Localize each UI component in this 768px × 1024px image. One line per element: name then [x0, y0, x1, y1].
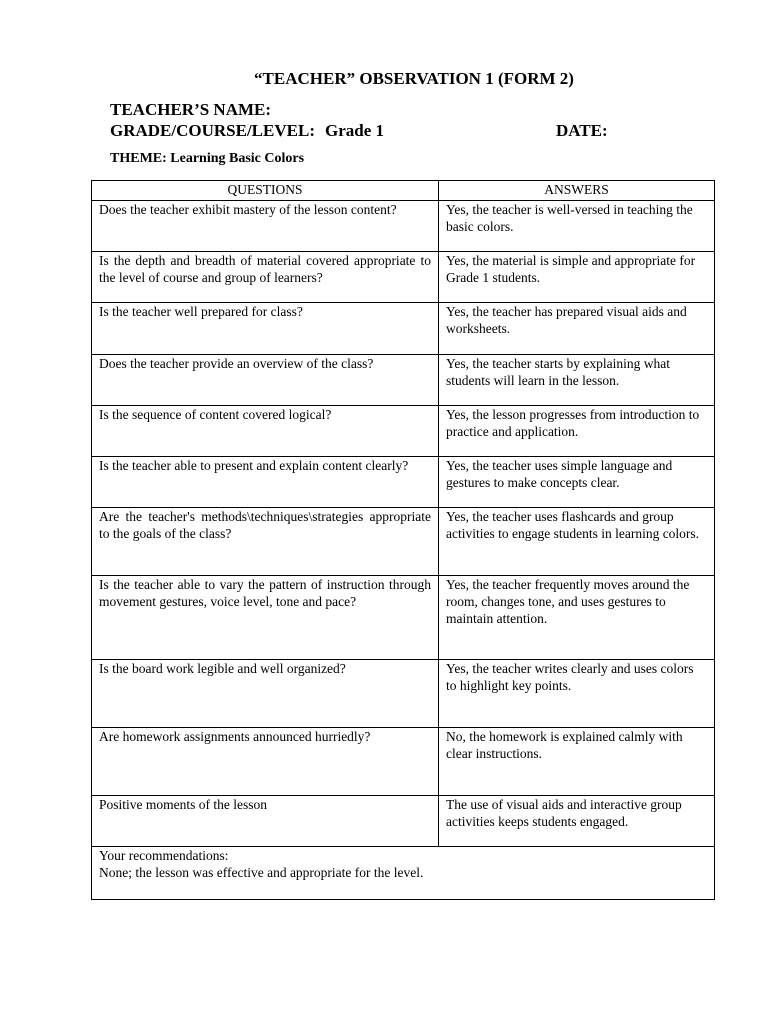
question-cell: Is the board work legible and well organized? [92, 660, 439, 728]
table-row [92, 457, 715, 508]
recommendations-text: None; the lesson was effective and appropriate for the level. [99, 865, 424, 880]
answer-cell: Yes, the teacher is well-versed in teaching the basic colors. [439, 201, 715, 252]
table-row [92, 201, 715, 252]
question-cell: Is the teacher able to present and explain content clearly? [92, 457, 439, 508]
question-cell: Are homework assignments announced hurriedly? [92, 728, 439, 796]
question-cell: Does the teacher exhibit mastery of the lesson content? [92, 201, 439, 252]
answer-cell: Yes, the teacher writes clearly and uses colors to highlight key points. [439, 660, 715, 728]
answer-cell: Yes, the material is simple and appropriate for Grade 1 students. [439, 252, 715, 303]
recommendations-row [92, 847, 715, 900]
theme-label: THEME: [110, 151, 167, 166]
answer-cell: Yes, the lesson progresses from introduction to practice and application. [439, 406, 715, 457]
table-row [92, 508, 715, 576]
grade-label: GRADE/COURSE/LEVEL: [110, 121, 315, 140]
answer-cell: No, the homework is explained calmly with clear instructions. [439, 728, 715, 796]
questions-header: QUESTIONS [92, 181, 439, 201]
table-row [92, 303, 715, 355]
answer-cell: Yes, the teacher has prepared visual aids and worksheets. [439, 303, 715, 355]
teacher-name-label: TEACHER’S NAME: [110, 100, 272, 119]
table-row [92, 406, 715, 457]
question-cell: Is the teacher able to vary the pattern of instruction through movement gestures, voice level, tone and pace? [92, 576, 439, 660]
recommendations-label: Your recommendations: [99, 848, 229, 863]
theme-line [110, 151, 304, 167]
table-row [92, 796, 715, 847]
table-row [92, 252, 715, 303]
answer-cell: Yes, the teacher starts by explaining what students will learn in the lesson. [439, 355, 715, 406]
document-title: “TEACHER” OBSERVATION 1 (FORM 2) [254, 69, 574, 88]
question-cell: Is the teacher well prepared for class? [92, 303, 439, 355]
table-row [92, 355, 715, 406]
question-cell: Does the teacher provide an overview of the class? [92, 355, 439, 406]
table-row [92, 728, 715, 796]
grade-value: Grade 1 [324, 121, 385, 140]
question-cell: Are the teacher's methods\techniques\strategies appropriate to the goals of the class? [92, 508, 439, 576]
theme-value: Learning Basic Colors [170, 151, 305, 166]
question-cell: Is the sequence of content covered logical? [92, 406, 439, 457]
date-label: DATE: [556, 121, 608, 140]
grade-line [110, 121, 384, 141]
question-cell: Is the depth and breadth of material covered appropriate to the level of course and group of learners? [92, 252, 439, 303]
table-row [92, 660, 715, 728]
answer-cell: Yes, the teacher uses simple language and gestures to make concepts clear. [439, 457, 715, 508]
table-header-row [92, 181, 715, 201]
observation-table [91, 180, 715, 900]
recommendations-cell [92, 847, 715, 900]
table-row [92, 576, 715, 660]
answers-header: ANSWERS [439, 181, 715, 201]
answer-cell: Yes, the teacher uses flashcards and group activities to engage students in learning colors. [439, 508, 715, 576]
answer-cell: Yes, the teacher frequently moves around the room, changes tone, and uses gestures to maintain attention. [439, 576, 715, 660]
question-cell: Positive moments of the lesson [92, 796, 439, 847]
answer-cell: The use of visual aids and interactive group activities keeps students engaged. [439, 796, 715, 847]
